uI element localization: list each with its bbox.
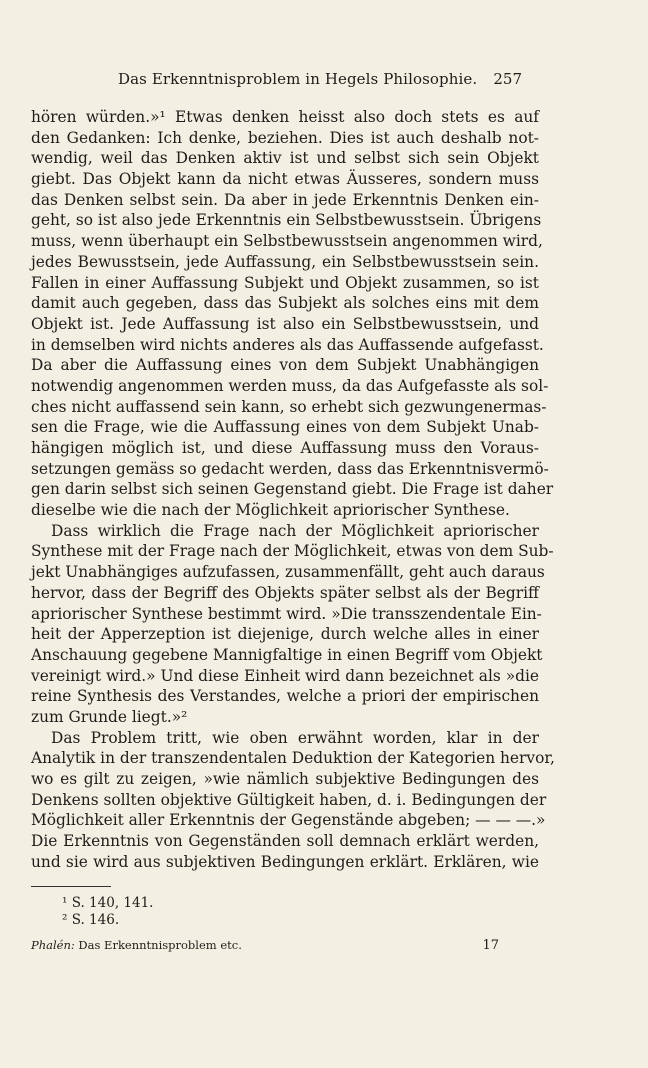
signature-line [31, 938, 499, 956]
text-line: und sie wird aus subjektiven Bedingungen erklärt. Erklären, wie [31, 852, 539, 871]
text-line: setzungen gemäss so gedacht werden, dass das Erkenntnisvermö- [31, 459, 549, 478]
text-line: hängigen möglich ist, und diese Auffassung muss den Voraus- [31, 439, 539, 457]
text-line: Analytik in der transzendentalen Deduktion der Kategorien hervor, [31, 749, 555, 768]
text-line: Die Erkenntnis von Gegenständen soll demnach erklärt werden, [31, 832, 539, 851]
text-line: geht, so ist also jede Erkenntnis ein Selbstbewusstsein. Übrigens [31, 211, 542, 230]
signature-work: Das Erkenntnisproblem etc. [78, 938, 242, 952]
text-line: ches nicht auffassend sein kann, so erhebt sich gezwungenermas- [31, 397, 547, 416]
text-line: den Gedanken: Ich denke, beziehen. Dies ist auch deshalb not- [31, 128, 539, 147]
text-line: jedes Bewusstsein, jede Auffassung, ein Selbstbewusstsein sein. [31, 252, 539, 271]
sheet-number: 17 [482, 938, 499, 953]
footnote-divider [31, 886, 111, 887]
page-header [118, 70, 522, 92]
text-line: dieselbe wie die nach der Möglichkeit apriorischer Synthese. [31, 501, 510, 520]
text-line: Das Problem tritt, wie oben erwähnt worden, klar in der [51, 728, 539, 747]
text-line: wendig, weil das Denken aktiv ist und selbst sich sein Objekt [31, 149, 539, 168]
text-line: vereinigt wird.» Und diese Einheit wird dann bezeichnet als »die [31, 666, 539, 685]
body-text [31, 107, 555, 872]
text-line: Fallen in einer Auffassung Subjekt und Objekt zusammen, so ist [31, 273, 539, 292]
text-line: notwendig angenommen werden muss, da das Aufgefasste als sol- [31, 376, 549, 395]
text-line: muss, wenn überhaupt ein Selbstbewusstsein angenommen wird, [31, 232, 543, 251]
text-line: heit der Apperzeption ist diejenige, durch welche alles in einer [31, 625, 539, 644]
footnotes [62, 895, 153, 929]
text-line: sen die Frage, wie die Auffassung eines von dem Subjekt Unab- [31, 418, 539, 437]
text-line: Synthese mit der Frage nach der Möglichkeit, etwas von dem Sub- [31, 542, 554, 561]
running-title: Das Erkenntnisproblem in Hegels Philosophie. [118, 70, 478, 88]
text-line: hervor, dass der Begriff des Objekts später selbst als der Begriff [31, 583, 539, 602]
text-line: apriorischer Synthese bestimmt wird. »Die transszendentale Ein- [31, 604, 542, 623]
text-line: Dass wirklich die Frage nach der Möglichkeit apriorischer [51, 521, 539, 540]
text-line: reine Synthesis des Verstandes, welche a priori der empirischen [31, 687, 539, 706]
text-line: gen darin selbst sich seinen Gegenstand giebt. Die Frage ist daher [31, 480, 554, 499]
text-line: hören würden.»¹ Etwas denken heisst also doch stets es auf [31, 108, 539, 126]
text-line: Da aber die Auffassung eines von dem Subjekt Unabhängigen [31, 356, 539, 375]
text-line: giebt. Das Objekt kann da nicht etwas Äusseres, sondern muss [31, 170, 539, 189]
signature-author: Phalén: [31, 938, 75, 952]
text-line: Möglichkeit aller Erkenntnis der Gegenstände abgeben; — — —.» [31, 811, 546, 830]
footnote: ² S. 146. [62, 912, 120, 928]
text-line: Anschauung gegebene Mannigfaltige in einen Begriff vom Objekt [31, 645, 543, 664]
text-line: zum Grunde liegt.»² [31, 707, 188, 726]
text-line: in demselben wird nichts anderes als das Auffassende aufgefasst. [31, 335, 544, 354]
text-line: damit auch gegeben, dass das Subjekt als solches eins mit dem [31, 294, 539, 313]
footnote: ¹ S. 140, 141. [62, 895, 154, 911]
text-line: Denkens sollten objektive Gültigkeit haben, d. i. Bedingungen der [31, 790, 547, 809]
text-line: wo es gilt zu zeigen, »wie nämlich subjektive Bedingungen des [31, 770, 539, 788]
page-number: 257 [493, 70, 522, 88]
text-line: jekt Unabhängiges aufzufassen, zusammenfällt, geht auch daraus [31, 563, 545, 582]
text-line: das Denken selbst sein. Da aber in jede Erkenntnis Denken ein- [31, 190, 539, 209]
text-line: Objekt ist. Jede Auffassung ist also ein Selbstbewusstsein, und [31, 314, 539, 333]
